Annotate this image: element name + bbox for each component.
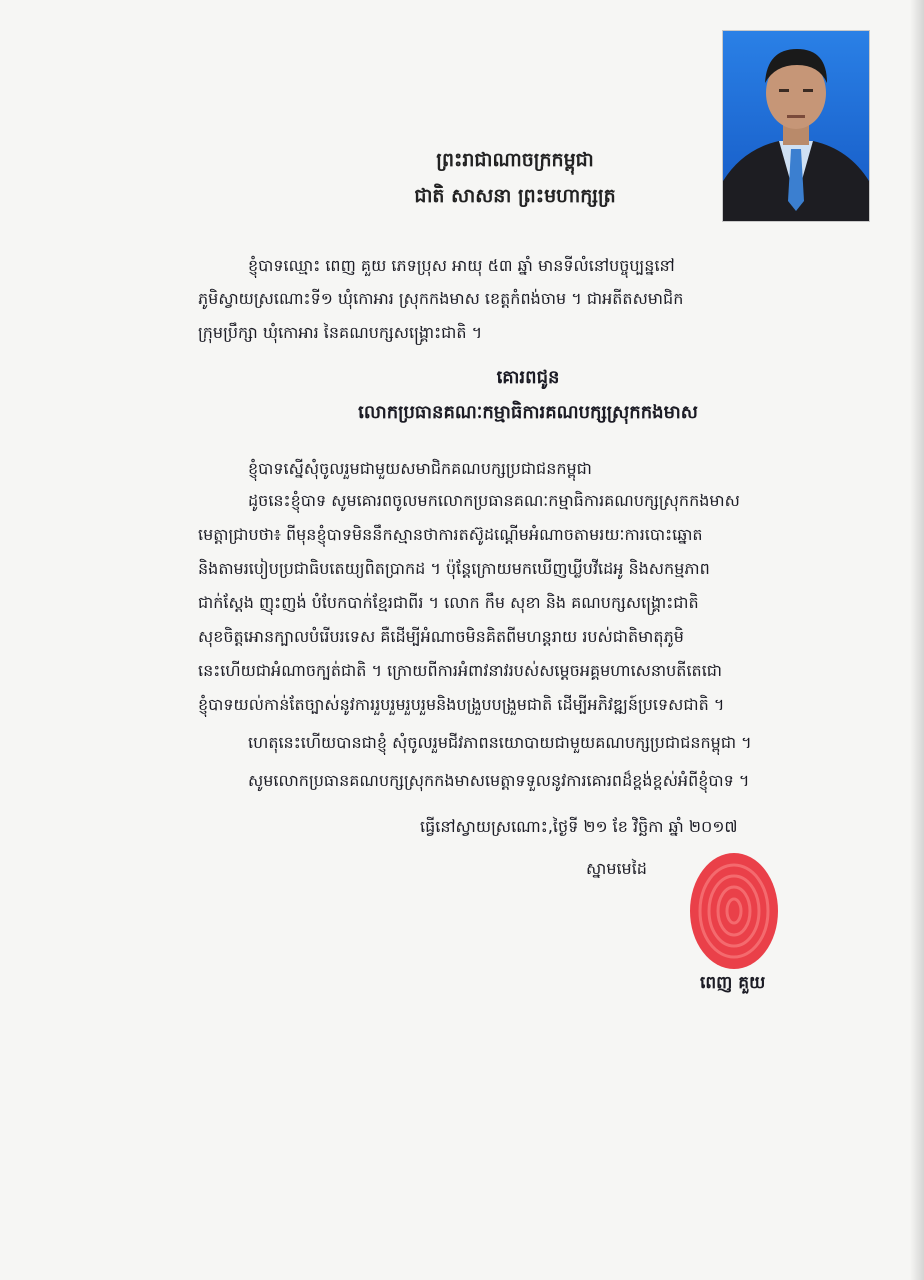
thumbprint-label: ស្នាមមេដៃ xyxy=(586,859,647,878)
body-line: នេះហើយជាអំណាចក្បត់ជាតិ ។ ក្រោយពីការអំពាវនាវរបស់សម្តេចអគ្គមហាសេនាបតីតេជោ xyxy=(198,661,722,680)
body-line: ខ្ញុំបាទស្នើសុំចូលរួមជាមួយសមាជិកគណបក្សប្រជាជនកម្ពុជា xyxy=(248,459,592,478)
body-line: ហេតុនេះហើយបានជាខ្ញុំ សុំចូលរួមជីវភាពនយោបាយជាមួយគណបក្សប្រជាជនកម្ពុជា ។ xyxy=(248,733,752,752)
body-line: និងតាមរបៀបប្រជាធិបតេយ្យពិតប្រាកដ ។ ប៉ុន្តែក្រោយមកឃើញឃ្លីបវីដេអូ និងសកម្មភាព xyxy=(198,559,710,578)
portrait-illustration xyxy=(723,31,869,221)
body-line: សូមលោកប្រធានគណបក្សស្រុកកងមាសមេត្តាទទួលនូវការគោរពដ៏ខ្ពង់ខ្ពស់អំពីខ្ញុំបាទ ។ xyxy=(248,771,750,790)
body-line: ជាក់ស្តែង ញុះញង់ បំបែកបាក់ខ្មែរជាពីរ ។ លោក កឹម សុខា និង គណបក្សសង្គ្រោះជាតិ xyxy=(198,593,699,612)
body-line: ដូចនេះខ្ញុំបាទ សូមគោរពចូលមកលោកប្រធានគណៈកម្មាធិការគណបក្សស្រុកកងមាស xyxy=(248,491,740,510)
signer-name: ពេញ គួយ xyxy=(700,973,766,993)
page-edge-shadow xyxy=(910,0,924,1280)
intro-line: ភូមិស្វាយស្រណោះទី១ ឃុំកោអារ ស្រុកកងមាស ខេត្តកំពង់ចាម ។ ជាអតីតសមាជិក xyxy=(198,289,684,308)
intro-line: ខ្ញុំបាទឈ្មោះ ពេញ គួយ ភេទប្រុស អាយុ ៥៣ ឆ្នាំ មានទីលំនៅបច្ចុប្បន្ននៅ xyxy=(248,256,675,275)
body-line: ខ្ញុំបាទយល់កាន់តែច្បាស់នូវការរួបរួមរួបរួមនិងបង្រួបបង្រួមជាតិ ដើម្បីអភិវឌ្ឍន៍ប្រទេសជាតិ ។ xyxy=(198,695,725,714)
intro-line: ក្រុមប្រឹក្សា ឃុំកោអារ នៃគណបក្សសង្គ្រោះជាតិ ។ xyxy=(198,323,483,342)
body-line: មេត្តាជ្រាបថា៖ ពីមុនខ្ញុំបាទមិននឹកស្មានថាការតស៊ូដណ្តើមអំណាចតាមរយៈការបោះឆ្នោត xyxy=(198,525,703,544)
kingdom-heading: ព្រះរាជាណាចក្រកម្ពុជា xyxy=(436,149,594,171)
body-line: សុខចិត្តអោនក្បាលបំរើបរទេស គឺដើម្បីអំណាចមិនគិតពីមហន្តរាយ របស់ជាតិមាតុភូមិ xyxy=(198,627,684,646)
recipient-name: លោកប្រធានគណៈកម្មាធិការគណបក្សស្រុកកងមាស xyxy=(358,402,698,423)
salutation-title: គោរពជូន xyxy=(496,367,560,388)
thumbprint-icon xyxy=(686,848,782,974)
national-motto: ជាតិ សាសនា ព្រះមហាក្សត្រ xyxy=(414,185,616,207)
place-and-date: ធ្វើនៅស្វាយស្រណោះ,ថ្ងៃទី ២១ ខែ វិច្ឆិកា ឆ្នាំ ២០១៧ xyxy=(420,817,738,836)
applicant-photo xyxy=(722,30,870,222)
